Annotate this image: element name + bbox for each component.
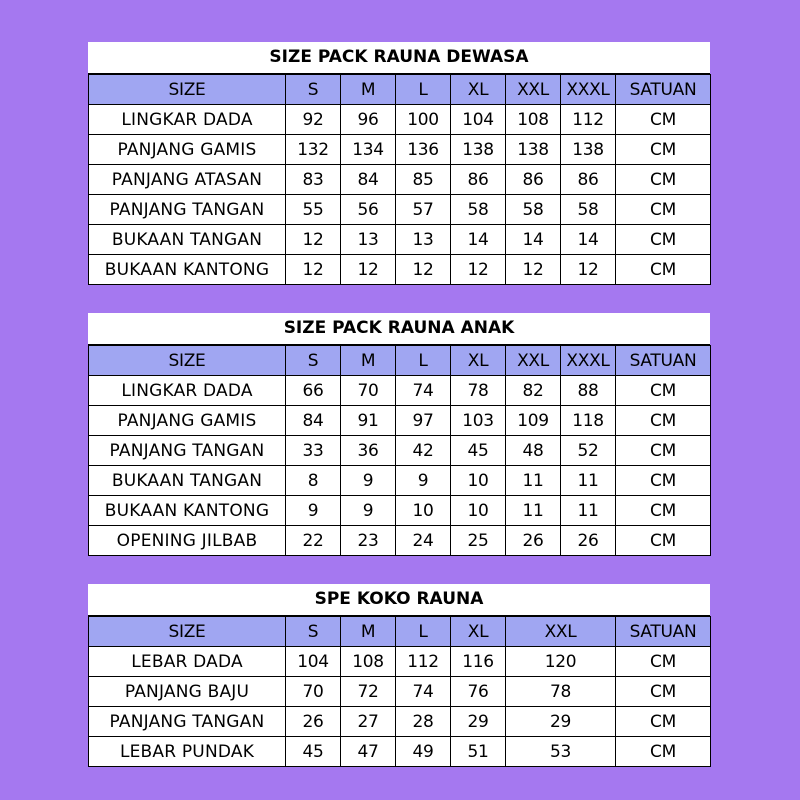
column-header: SATUAN (616, 617, 711, 647)
chart-title: SIZE PACK RAUNA DEWASA (88, 42, 710, 74)
size-value: 120 (506, 647, 616, 677)
measurement-label: LINGKAR DADA (89, 376, 286, 406)
size-value: 26 (506, 526, 561, 556)
size-value: 84 (341, 165, 396, 195)
column-header: M (341, 346, 396, 376)
size-value: 26 (286, 707, 341, 737)
size-value: 52 (561, 436, 616, 466)
size-value: 82 (506, 376, 561, 406)
column-header: XXL (506, 617, 616, 647)
size-value: 74 (396, 376, 451, 406)
unit-cell: CM (616, 225, 711, 255)
unit-cell: CM (616, 406, 711, 436)
column-header: SATUAN (616, 346, 711, 376)
chart-title: SIZE PACK RAUNA ANAK (88, 313, 710, 345)
size-value: 138 (451, 135, 506, 165)
size-value: 76 (451, 677, 506, 707)
size-table (88, 74, 711, 285)
size-value: 13 (341, 225, 396, 255)
measurement-label: BUKAAN KANTONG (89, 255, 286, 285)
size-value: 10 (451, 466, 506, 496)
column-header: SIZE (89, 346, 286, 376)
size-value: 104 (451, 105, 506, 135)
header-row (89, 617, 711, 647)
size-value: 85 (396, 165, 451, 195)
table-row (89, 526, 711, 556)
size-value: 11 (506, 496, 561, 526)
size-value: 78 (506, 677, 616, 707)
size-value: 86 (561, 165, 616, 195)
measurement-label: LEBAR PUNDAK (89, 737, 286, 767)
measurement-label: PANJANG GAMIS (89, 135, 286, 165)
column-header: XXXL (561, 75, 616, 105)
size-value: 11 (561, 466, 616, 496)
size-value: 91 (341, 406, 396, 436)
column-header: XL (451, 346, 506, 376)
size-value: 136 (396, 135, 451, 165)
size-value: 14 (506, 225, 561, 255)
column-header: XXL (506, 75, 561, 105)
size-value: 104 (286, 647, 341, 677)
size-value: 103 (451, 406, 506, 436)
size-value: 25 (451, 526, 506, 556)
size-value: 132 (286, 135, 341, 165)
unit-cell: CM (616, 496, 711, 526)
size-value: 72 (341, 677, 396, 707)
unit-cell: CM (616, 195, 711, 225)
size-value: 45 (286, 737, 341, 767)
size-value: 42 (396, 436, 451, 466)
size-value: 12 (286, 255, 341, 285)
size-value: 14 (561, 225, 616, 255)
column-header: L (396, 75, 451, 105)
size-value: 138 (561, 135, 616, 165)
size-value: 28 (396, 707, 451, 737)
unit-cell: CM (616, 165, 711, 195)
size-value: 24 (396, 526, 451, 556)
size-value: 57 (396, 195, 451, 225)
table-row (89, 466, 711, 496)
size-value: 78 (451, 376, 506, 406)
size-value: 48 (506, 436, 561, 466)
size-value: 70 (286, 677, 341, 707)
size-value: 96 (341, 105, 396, 135)
measurement-label: LINGKAR DADA (89, 105, 286, 135)
size-chart-dewasa (88, 42, 710, 285)
size-value: 56 (341, 195, 396, 225)
table-row (89, 436, 711, 466)
measurement-label: BUKAAN TANGAN (89, 225, 286, 255)
size-value: 26 (561, 526, 616, 556)
size-value: 86 (451, 165, 506, 195)
size-value: 23 (341, 526, 396, 556)
table-row (89, 707, 711, 737)
header-row (89, 75, 711, 105)
size-value: 10 (396, 496, 451, 526)
unit-cell: CM (616, 436, 711, 466)
column-header: XL (451, 617, 506, 647)
column-header: M (341, 75, 396, 105)
measurement-label: BUKAAN KANTONG (89, 496, 286, 526)
unit-cell: CM (616, 526, 711, 556)
column-header: XXL (506, 346, 561, 376)
size-value: 11 (561, 496, 616, 526)
size-value: 108 (341, 647, 396, 677)
size-value: 88 (561, 376, 616, 406)
size-value: 74 (396, 677, 451, 707)
size-table (88, 616, 711, 767)
table-row (89, 135, 711, 165)
measurement-label: BUKAAN TANGAN (89, 466, 286, 496)
size-value: 109 (506, 406, 561, 436)
measurement-label: PANJANG TANGAN (89, 436, 286, 466)
size-value: 112 (561, 105, 616, 135)
table-row (89, 406, 711, 436)
column-header: L (396, 346, 451, 376)
size-value: 33 (286, 436, 341, 466)
column-header: SATUAN (616, 75, 711, 105)
size-table (88, 345, 711, 556)
size-value: 58 (451, 195, 506, 225)
column-header: S (286, 346, 341, 376)
unit-cell: CM (616, 135, 711, 165)
size-value: 13 (396, 225, 451, 255)
unit-cell: CM (616, 737, 711, 767)
size-value: 9 (396, 466, 451, 496)
size-value: 47 (341, 737, 396, 767)
unit-cell: CM (616, 255, 711, 285)
size-value: 29 (451, 707, 506, 737)
measurement-label: PANJANG GAMIS (89, 406, 286, 436)
size-value: 22 (286, 526, 341, 556)
size-value: 12 (286, 225, 341, 255)
size-value: 45 (451, 436, 506, 466)
size-value: 108 (506, 105, 561, 135)
table-row (89, 105, 711, 135)
size-value: 116 (451, 647, 506, 677)
table-row (89, 376, 711, 406)
size-value: 29 (506, 707, 616, 737)
table-row (89, 737, 711, 767)
measurement-label: PANJANG TANGAN (89, 707, 286, 737)
table-row (89, 647, 711, 677)
column-header: S (286, 617, 341, 647)
column-header: SIZE (89, 617, 286, 647)
column-header: SIZE (89, 75, 286, 105)
size-value: 27 (341, 707, 396, 737)
size-value: 14 (451, 225, 506, 255)
size-chart-anak (88, 313, 710, 556)
size-value: 58 (561, 195, 616, 225)
size-value: 8 (286, 466, 341, 496)
size-value: 9 (341, 466, 396, 496)
measurement-label: PANJANG ATASAN (89, 165, 286, 195)
measurement-label: OPENING JILBAB (89, 526, 286, 556)
size-value: 12 (561, 255, 616, 285)
size-value: 138 (506, 135, 561, 165)
size-value: 12 (506, 255, 561, 285)
column-header: S (286, 75, 341, 105)
size-value: 84 (286, 406, 341, 436)
unit-cell: CM (616, 376, 711, 406)
size-value: 66 (286, 376, 341, 406)
table-row (89, 165, 711, 195)
size-value: 49 (396, 737, 451, 767)
measurement-label: LEBAR DADA (89, 647, 286, 677)
table-row (89, 496, 711, 526)
size-value: 9 (286, 496, 341, 526)
table-row (89, 195, 711, 225)
unit-cell: CM (616, 647, 711, 677)
size-value: 92 (286, 105, 341, 135)
size-chart-koko (88, 584, 710, 767)
size-value: 112 (396, 647, 451, 677)
size-value: 100 (396, 105, 451, 135)
size-value: 11 (506, 466, 561, 496)
size-value: 9 (341, 496, 396, 526)
measurement-label: PANJANG BAJU (89, 677, 286, 707)
measurement-label: PANJANG TANGAN (89, 195, 286, 225)
table-row (89, 225, 711, 255)
size-value: 53 (506, 737, 616, 767)
size-value: 10 (451, 496, 506, 526)
size-value: 70 (341, 376, 396, 406)
chart-title: SPE KOKO RAUNA (88, 584, 710, 616)
size-value: 12 (341, 255, 396, 285)
size-value: 86 (506, 165, 561, 195)
table-row (89, 255, 711, 285)
header-row (89, 346, 711, 376)
unit-cell: CM (616, 105, 711, 135)
size-value: 51 (451, 737, 506, 767)
column-header: L (396, 617, 451, 647)
column-header: XL (451, 75, 506, 105)
unit-cell: CM (616, 677, 711, 707)
table-row (89, 677, 711, 707)
column-header: XXXL (561, 346, 616, 376)
size-value: 12 (396, 255, 451, 285)
size-value: 83 (286, 165, 341, 195)
size-value: 36 (341, 436, 396, 466)
size-value: 58 (506, 195, 561, 225)
size-value: 12 (451, 255, 506, 285)
size-value: 97 (396, 406, 451, 436)
size-value: 55 (286, 195, 341, 225)
size-value: 134 (341, 135, 396, 165)
unit-cell: CM (616, 466, 711, 496)
column-header: M (341, 617, 396, 647)
unit-cell: CM (616, 707, 711, 737)
size-value: 118 (561, 406, 616, 436)
